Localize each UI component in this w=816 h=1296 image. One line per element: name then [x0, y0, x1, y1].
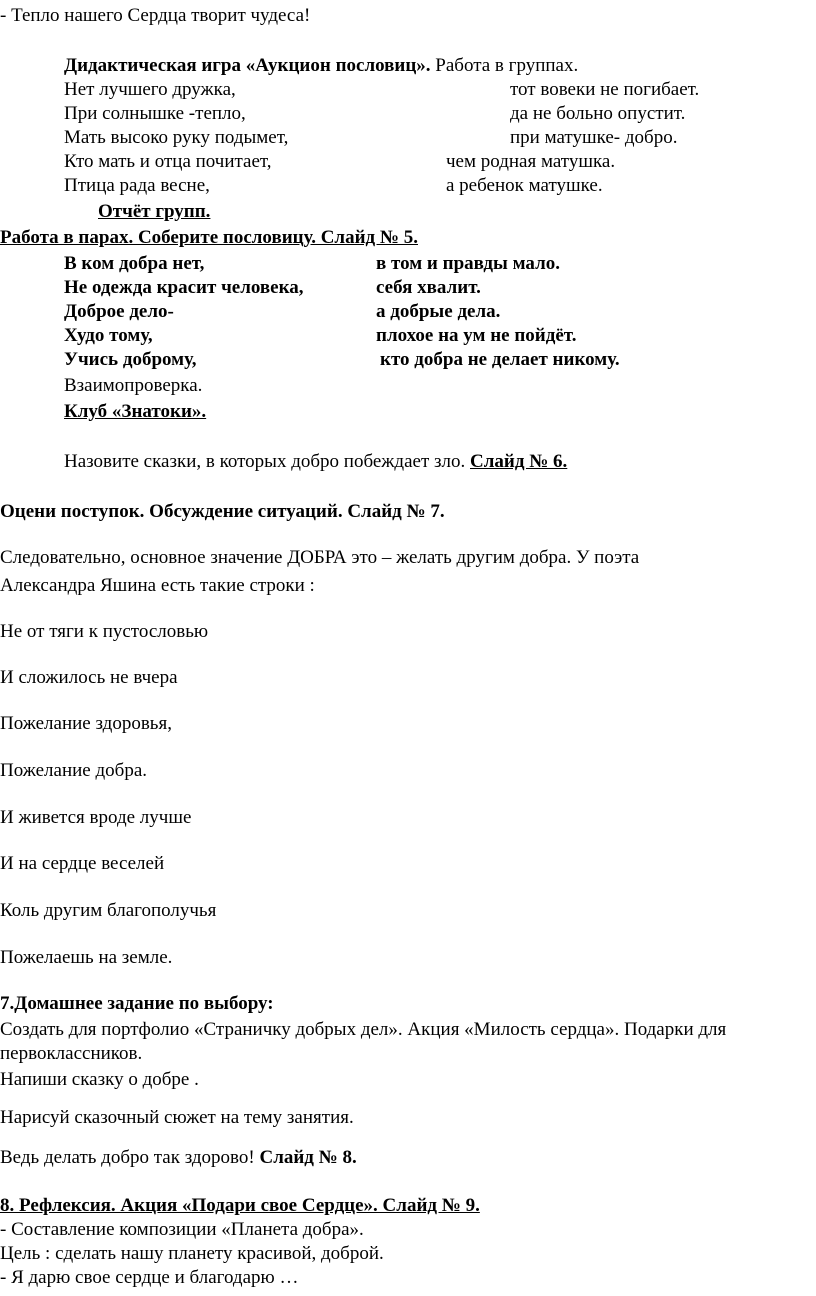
reflection-line-2: Цель : сделать нашу планету красивой, доброй. [0, 1243, 384, 1264]
tales-slide: Слайд № 6. [470, 451, 568, 472]
pairs-row-2-left: Не одежда красит человека, [64, 277, 304, 298]
poem-line-4: Пожелание добра. [0, 760, 148, 781]
pairs-row-4-right: плохое на ум не пойдёт. [376, 325, 577, 346]
tales-line [64, 450, 567, 474]
game-row-2-right: да не больно опустит. [510, 103, 686, 124]
homework-title: 7.Домашнее задание по выбору: [0, 993, 274, 1014]
poem-line-1: Не от тяги к пустословью [0, 621, 209, 642]
homework-line-3: Напиши сказку о добре . [0, 1069, 199, 1090]
game-row-1-left: Нет лучшего дружка, [64, 79, 236, 100]
game-subtitle: Работа в группах. [435, 55, 579, 76]
game-row-3-left: Мать высоко руку подымет, [64, 127, 289, 148]
homework-slide: Слайд № 8. [259, 1147, 357, 1168]
game-row-3-right: при матушке- добро. [510, 127, 678, 148]
homework-line-5 [0, 1146, 357, 1170]
tales-text: Назовите сказки, в которых добро побеждает зло. [64, 451, 466, 472]
poem-line-6: И на сердце веселей [0, 853, 165, 874]
game-row-4-right: чем родная матушка. [446, 151, 616, 172]
game-row-5-right: а ребенок матушке. [446, 175, 603, 196]
pairs-row-5-left: Учись доброму, [64, 349, 197, 370]
poem-line-2: И сложилось не вчера [0, 667, 178, 688]
game-title: Дидактическая игра «Аукцион пословиц». [64, 55, 431, 76]
game-row-2-left: При солнышке -тепло, [64, 103, 246, 124]
intro-line: - Тепло нашего Сердца творит чудеса! [0, 5, 311, 26]
reflection-line-3: - Я дарю свое сердце и благодарю … [0, 1267, 299, 1288]
paragraph-line-1: Следовательно, основное значение ДОБРА это – желать другим добра. У поэта [0, 547, 640, 568]
poem-line-3: Пожелание здоровья, [0, 713, 172, 734]
mutual-check: Взаимопроверка. [64, 375, 203, 396]
pairs-row-3-right: а добрые дела. [376, 301, 501, 322]
experts-club: Клуб «Знатоки». [64, 401, 207, 422]
pairs-title: Работа в парах. Соберите пословицу. Слайд № 5. [0, 227, 418, 248]
reflection-line-1: - Составление композиции «Планета добра». [0, 1219, 364, 1240]
homework-line-4: Нарисуй сказочный сюжет на тему занятия. [0, 1107, 354, 1128]
game-heading [64, 54, 578, 78]
reflection-title: 8. Рефлексия. Акция «Подари свое Сердце». Слайд № 9. [0, 1195, 480, 1216]
pairs-row-5-right: кто добра не делает никому. [380, 349, 620, 370]
pairs-row-1-right: в том и правды мало. [376, 253, 561, 274]
game-row-4-left: Кто мать и отца почитает, [64, 151, 272, 172]
homework-line-2: первоклассников. [0, 1043, 143, 1064]
homework-line-1: Создать для портфолио «Страничку добрых дел». Акция «Милость сердца». Подарки для [0, 1019, 727, 1040]
game-row-1-right: тот вовеки не погибает. [510, 79, 700, 100]
pairs-row-3-left: Доброе дело- [64, 301, 174, 322]
group-report: Отчёт групп. [98, 201, 211, 222]
poem-line-5: И живется вроде лучше [0, 807, 192, 828]
pairs-row-1-left: В ком добра нет, [64, 253, 205, 274]
game-row-5-left: Птица рада весне, [64, 175, 210, 196]
homework-line-5-text: Ведь делать добро так здорово! [0, 1147, 255, 1168]
pairs-row-4-left: Худо тому, [64, 325, 153, 346]
poem-line-8: Пожелаешь на земле. [0, 947, 173, 968]
paragraph-line-2: Александра Яшина есть такие строки : [0, 575, 315, 596]
poem-line-7: Коль другим благополучья [0, 900, 217, 921]
pairs-row-2-right: себя хвалит. [376, 277, 481, 298]
evaluate-heading: Оцени поступок. Обсуждение ситуаций. Слайд № 7. [0, 501, 445, 522]
